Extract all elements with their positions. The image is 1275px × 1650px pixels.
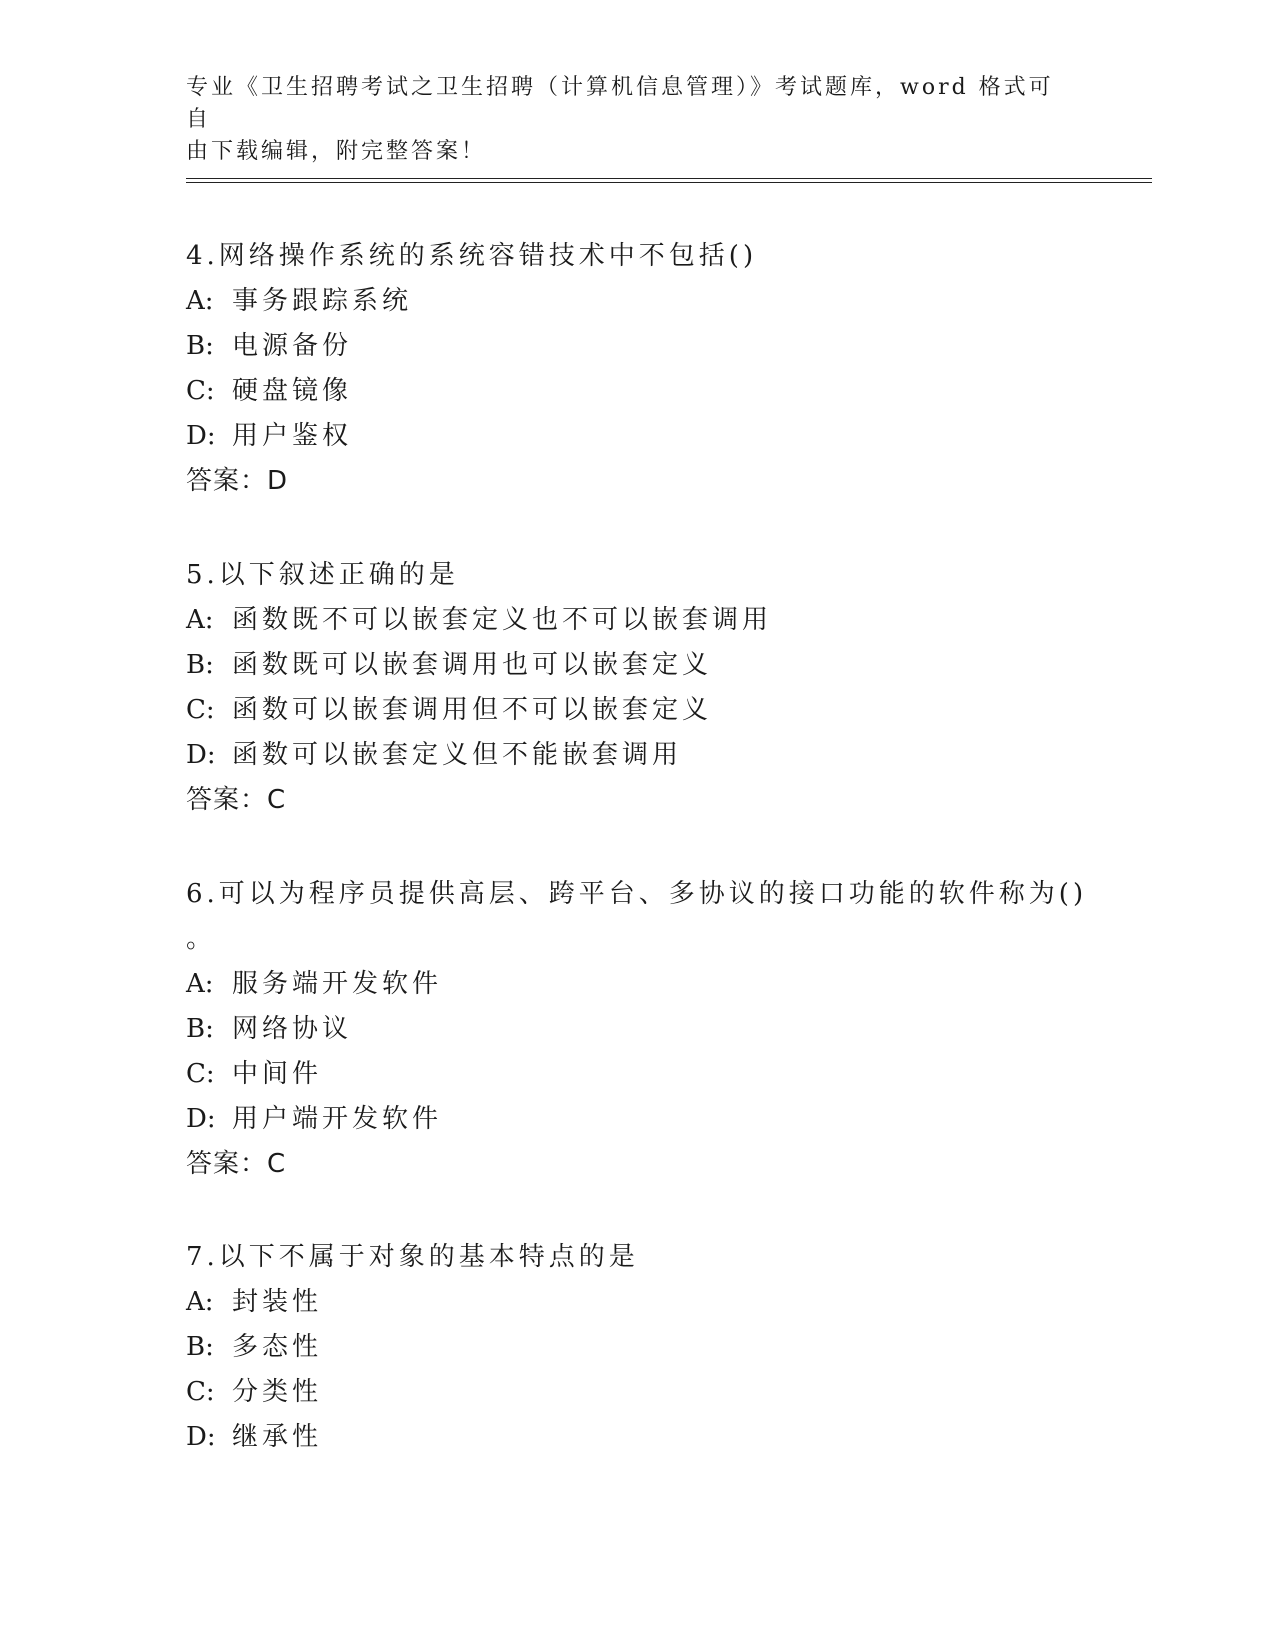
option-letter: D: [186,1104,216,1134]
option-text: 多态性 [232,1332,323,1362]
question-stem: 6.可以为程序员提供高层、跨平台、多协议的接口功能的软件称为() [186,879,1088,909]
option-letter: C: [186,1059,215,1089]
option-d [186,733,1086,778]
option-letter: B: [186,1014,214,1044]
question-6 [186,872,1086,1187]
option-letter: A: [186,969,214,999]
option-letter: C: [186,1377,215,1407]
option-text: 电源备份 [232,331,353,361]
option-text: 用户端开发软件 [232,1104,443,1134]
option-text: 函数既可以嵌套调用也可以嵌套定义 [232,650,713,680]
option-c [186,1052,1086,1097]
option-letter: C: [186,695,215,725]
option-letter: D: [186,740,216,770]
option-letter: B: [186,1332,214,1362]
answer-key: 答案：C [186,785,287,815]
option-a [186,279,1086,324]
option-letter: C: [186,376,215,406]
header-line-2: 由下载编辑，附完整答案！ [186,139,487,164]
option-letter: B: [186,650,214,680]
option-text: 中间件 [232,1059,323,1089]
option-letter: A: [186,1287,214,1317]
option-letter: A: [186,286,214,316]
option-c [186,1370,1086,1415]
header-line-1: 专业《卫生招聘考试之卫生招聘（计算机信息管理）》考试题库，word 格式可自 [186,75,1054,132]
option-b [186,324,1086,369]
option-b [186,643,1086,688]
option-a [186,1280,1086,1325]
question-stem: 5.以下叙述正确的是 [186,560,459,590]
option-letter: B: [186,331,214,361]
option-text: 函数既不可以嵌套定义也不可以嵌套调用 [232,605,773,635]
option-c [186,688,1086,733]
option-text: 继承性 [232,1422,323,1452]
option-d [186,1097,1086,1142]
option-b [186,1007,1086,1052]
option-text: 服务端开发软件 [232,969,443,999]
question-stem-continued: 。 [186,924,217,954]
option-a [186,598,1086,643]
question-4 [186,234,1086,504]
option-letter: A: [186,605,214,635]
option-d [186,1415,1086,1460]
option-text: 用户鉴权 [232,421,353,451]
question-stem: 7.以下不属于对象的基本特点的是 [186,1242,639,1272]
option-text: 函数可以嵌套调用但不可以嵌套定义 [232,695,713,725]
option-text: 封装性 [232,1287,323,1317]
option-text: 函数可以嵌套定义但不能嵌套调用 [232,740,683,770]
option-c [186,369,1086,414]
option-text: 分类性 [232,1377,323,1407]
option-letter: D: [186,1422,216,1452]
option-d [186,414,1086,459]
option-letter: D: [186,421,216,451]
question-7 [186,1235,1086,1460]
question-5 [186,553,1086,823]
answer-key: 答案：D [186,466,289,496]
option-text: 网络协议 [232,1014,353,1044]
option-b [186,1325,1086,1370]
header-divider-top [186,178,1152,179]
option-text: 事务跟踪系统 [232,286,413,316]
answer-key: 答案：C [186,1149,287,1179]
header-note [186,72,1066,168]
option-a [186,962,1086,1007]
option-text: 硬盘镜像 [232,376,353,406]
question-stem: 4.网络操作系统的系统容错技术中不包括() [186,241,758,271]
header-divider-bottom [186,182,1152,183]
